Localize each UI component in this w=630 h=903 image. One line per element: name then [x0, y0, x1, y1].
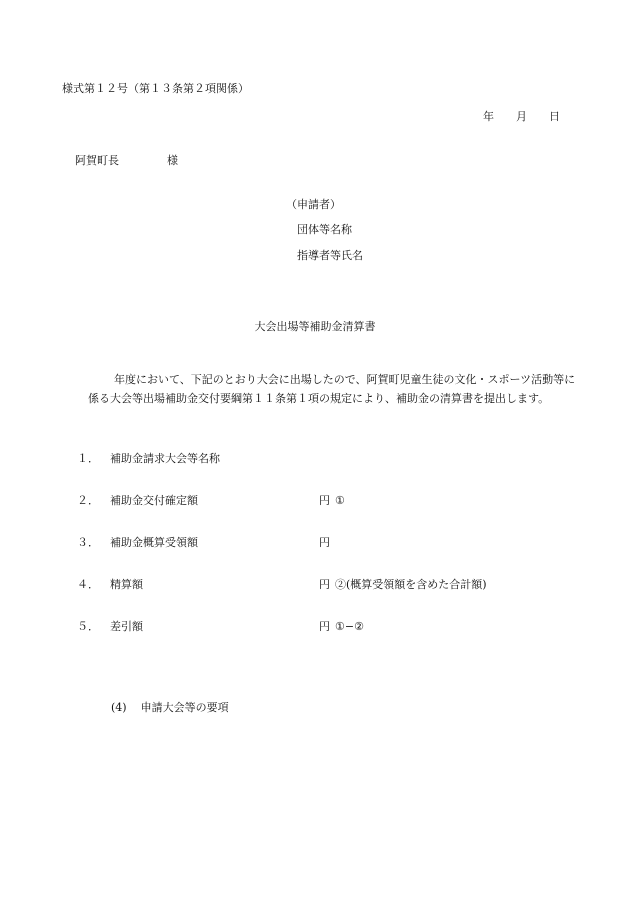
item-label: 補助金交付確定額	[110, 494, 198, 507]
item-note: ②(概算受領額を含めた合計額)	[335, 578, 487, 591]
addressee-honorific: 様	[167, 154, 178, 167]
body-paragraph: 年度において、下記のとおり大会に出場したので、阿賀町児童生徒の文化・スポーツ活動等に係る大会等出場補助金交付要綱第１１条第１項の規定により、補助金の清算書を提出します。	[88, 373, 576, 405]
list-item	[77, 494, 577, 536]
document-title: 大会出場等補助金清算書	[254, 320, 376, 333]
item-label: 補助金概算受領額	[110, 536, 198, 549]
item-label: 差引額	[110, 620, 143, 633]
date-month: 月	[516, 110, 527, 123]
item-note: ①−②	[335, 620, 364, 633]
item-unit: 円	[319, 620, 330, 633]
item-label: 精算額	[110, 578, 143, 591]
item-number: ３．	[77, 536, 99, 549]
organization-label: 団体等名称	[297, 223, 352, 236]
subsection-heading	[111, 701, 229, 715]
list-item	[77, 452, 577, 494]
list-item	[77, 578, 577, 620]
date-year: 年	[483, 110, 494, 123]
item-unit: 円	[319, 494, 330, 507]
date-line	[483, 110, 560, 124]
form-number: 様式第１２号（第１３条第２項関係）	[62, 82, 249, 95]
applicant-heading: （申請者）	[286, 198, 341, 211]
item-label: 補助金請求大会等名称	[110, 452, 220, 465]
leader-label: 指導者等氏名	[297, 249, 363, 262]
date-day: 日	[549, 110, 560, 123]
list-item	[77, 536, 577, 578]
item-number: ４．	[77, 578, 99, 591]
item-number: ５．	[77, 620, 99, 633]
addressee-name: 阿賀町長	[75, 154, 119, 167]
addressee	[75, 154, 178, 168]
item-unit: 円	[319, 536, 330, 549]
item-unit: 円	[319, 578, 330, 591]
item-note: ①	[335, 494, 345, 507]
item-list	[77, 452, 577, 662]
list-item	[77, 620, 577, 662]
subsection-number: (4)	[111, 701, 127, 714]
subsection-label: 申請大会等の要項	[140, 701, 229, 714]
item-number: １．	[77, 452, 99, 465]
item-number: ２．	[77, 494, 99, 507]
